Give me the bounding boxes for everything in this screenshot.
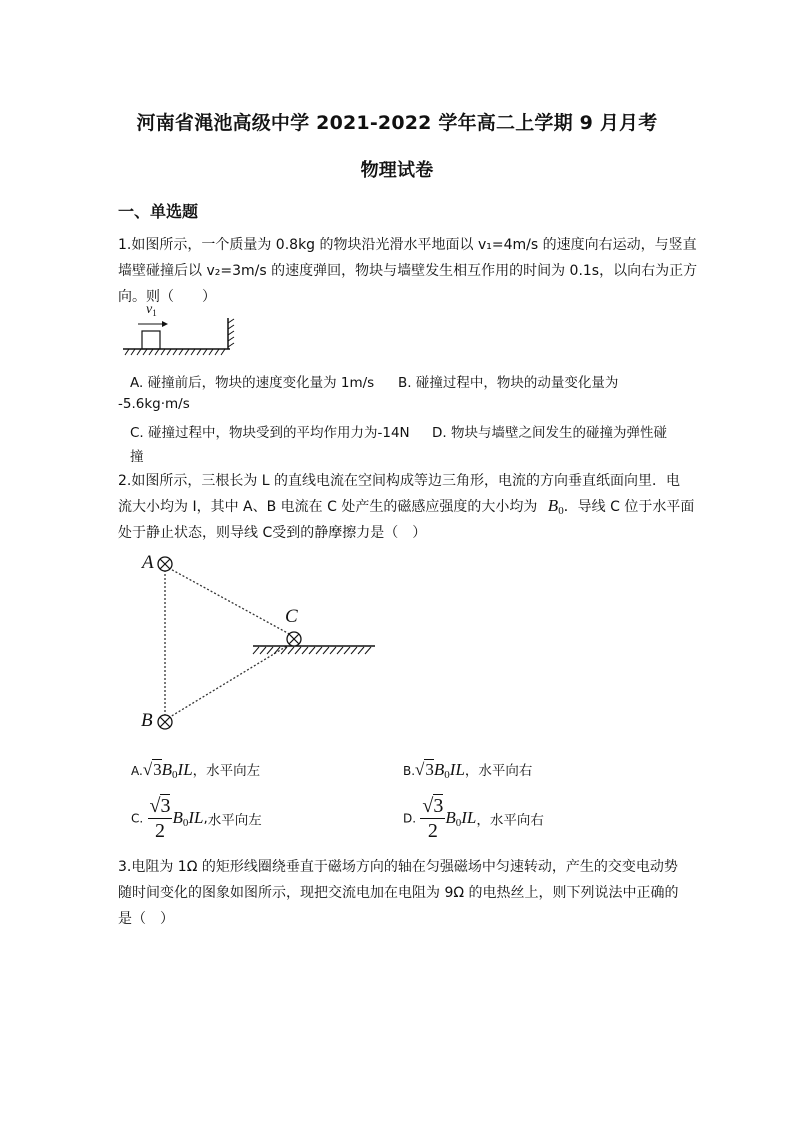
fraction: $\frac{√3}{2}$ [149,795,171,842]
label-c: C [285,606,298,627]
b0-symbol: $B_0$ [547,496,564,517]
label-a: A [142,552,154,573]
option-c[interactable]: C. 碰撞过程中，物块受到的平均作用力为-14N [130,425,410,441]
option-a[interactable]: A. 碰撞前后，物块的速度变化量为 1m/s [130,375,375,391]
triangle-currents-figure [135,548,385,738]
option-d[interactable]: D. 物块与墙壁之间发生的碰撞为弹性碰 [432,425,667,441]
option-c[interactable]: C. $\frac{√3}{2}$ $B_0IL$,水平向左 [131,795,262,842]
question-text-line: 随时间变化的图象如图所示，现把交流电加在电阻为 9Ω 的电热丝上，则下列说法中正确的 [118,885,679,901]
document-subtitle: 物理试卷 [360,160,434,181]
question-text-line: 墙壁碰撞后以 v₂=3m/s 的速度弹回，物块与墙壁发生相互作用的时间为 0.1s，以向右为正方 [118,263,698,279]
label-b: B [141,710,153,731]
section-heading: 一、单选题 [118,202,199,221]
velocity-label: $v_1$ [146,302,157,318]
block-wall-diagram [118,303,238,358]
fraction: $\frac{√3}{2}$ [422,795,444,842]
question-text-line: 向。则（ ） [118,289,216,305]
block-wall-figure [118,303,238,358]
sqrt-symbol: √3 [142,760,162,779]
question-text-line: 是（ ） [118,911,174,927]
option-b[interactable]: B. 碰撞过程中，物块的动量变化量为 [398,375,619,391]
option-d-continued: 撞 [130,449,144,465]
option-a[interactable]: $A.√3B_0IL$，水平向左 [131,760,261,781]
question-text-line: 1.如图所示，一个质量为 0.8kg 的物块沿光滑水平地面以 v₁=4m/s 的速度向右运动，与竖直 [118,237,697,253]
question-text-line: 2.如图所示，三根长为 L 的直线电流在空间构成等边三角形，电流的方向垂直纸面向里．电 [118,473,681,489]
option-b-continued: -5.6kg·m/s [118,396,190,412]
question-text-line: 流大小均为 I，其中 A、B 电流在 C 处产生的磁感应强度的大小均为 $B_0$．导线 C 位于水平面 [118,496,695,517]
document-title: 河南省渑池高级中学 2021-2022 学年高二上学期 9 月月考 [136,112,658,134]
option-b[interactable]: $B.√3B_0IL$，水平向右 [403,760,533,781]
sqrt-symbol: √3 [415,760,434,779]
option-d[interactable]: D. $\frac{√3}{2}$ $B_0IL$，水平向右 [403,795,544,842]
question-text-line: 3.电阻为 1Ω 的矩形线圈绕垂直于磁场方向的轴在匀强磁场中匀速转动，产生的交变电动势 [118,859,678,875]
triangle-diagram [135,548,385,738]
question-text-line: 处于静止状态，则导线 C受到的静摩擦力是（ ） [118,525,427,541]
